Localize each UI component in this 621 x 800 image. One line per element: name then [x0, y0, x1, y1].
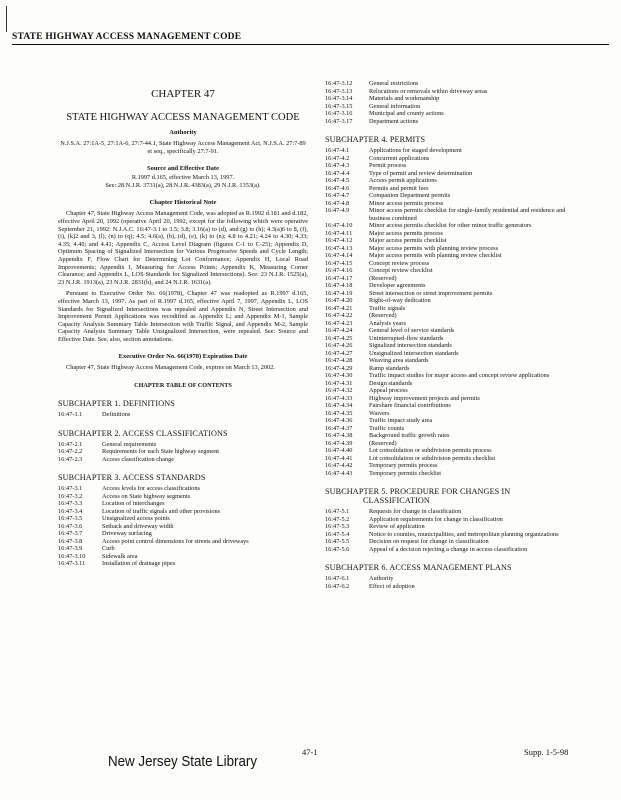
subchapter-5-title [325, 487, 570, 505]
toc-entry [58, 448, 308, 456]
scan-margin-mark [6, 6, 7, 32]
toc-heading: CHAPTER TABLE OF CONTENTS [134, 382, 232, 390]
section-title: Lot consolidation or subdivision permits process [369, 447, 492, 454]
section-number: 16:47-3.5 [58, 515, 83, 523]
section-title: Municipal and county actions [369, 110, 444, 117]
section-number: 16:47-4.9 [325, 207, 350, 214]
section-number: 16:47-4.26 [325, 342, 353, 349]
section-number: 16:47-6.2 [325, 582, 350, 590]
section-title: Installation of drainage pipes [102, 560, 176, 568]
page-number: 47-1 [302, 747, 318, 757]
section-title: Minor access permits checklist for other minor traffic generators [369, 222, 532, 229]
section-number: 16:47-3.4 [58, 507, 83, 515]
section-number: 16:47-4.31 [325, 379, 353, 387]
left-column [58, 80, 308, 568]
section-title: Access levels for access classifications [102, 485, 200, 493]
section-number: 16:47-4.15 [325, 259, 353, 267]
toc-entry [325, 380, 570, 388]
toc-entry [325, 432, 570, 440]
executive-order-text: Chapter 47, State Highway Access Management Code, expires on March 13, 2002. [66, 364, 275, 372]
chapter-number: CHAPTER 47 [151, 88, 215, 100]
section-number: 16:47-4.1 [325, 147, 350, 154]
section-title: Unsignalized intersection standards [369, 349, 459, 357]
library-stamp: New Jersey State Library [108, 754, 258, 770]
section-title: Lot consolidation or subdivision permits checklist [369, 454, 496, 462]
toc-entry [325, 357, 570, 365]
section-number: 16:47-4.11 [325, 229, 353, 237]
toc-entry [325, 455, 570, 463]
section-number: 16:47-4.6 [325, 184, 350, 192]
subchapter-5-title-line1: SUBCHAPTER 5. PROCEDURE FOR CHANGES IN [325, 487, 511, 496]
toc-entry [325, 237, 570, 245]
toc-entry [325, 230, 570, 238]
section-title: General requirements [102, 440, 157, 448]
section-title: Permit process [369, 162, 407, 169]
section-title: Applications for staged development [369, 147, 462, 154]
section-number: 16:47-3.2 [58, 492, 83, 500]
supplement-date: Supp. 1-5-98 [524, 747, 569, 757]
toc-entry [325, 447, 570, 455]
toc-entry [58, 508, 308, 516]
section-title: Design standards [369, 379, 413, 387]
section-title: Companion Department permits [369, 192, 451, 199]
toc-entry [325, 275, 570, 283]
section-number: 16:47-2.2 [58, 448, 83, 456]
toc-entry [325, 372, 570, 380]
section-title: Access permit applications [369, 177, 437, 184]
toc-entry [58, 500, 308, 508]
section-title: Weaving area standards [369, 357, 429, 364]
section-number: 16:47-4.4 [325, 169, 350, 177]
section-title: Appeal of a decision rejecting a change in access classification [369, 545, 528, 553]
section-title: Access on State highway segments [102, 492, 191, 500]
toc-entry [325, 260, 570, 268]
section-number: 16:47-4.22 [325, 312, 353, 319]
authority-heading: Authority [169, 129, 197, 136]
subchapter-5-title-line2: CLASSIFICATION [363, 496, 430, 505]
section-number: 16:47-3.1 [58, 485, 83, 493]
section-number: 16:47-5.1 [325, 508, 350, 515]
section-title: Review of application [369, 523, 425, 530]
section-title: Setback and driveway width [102, 522, 174, 530]
section-number: 16:47-5.2 [325, 515, 350, 523]
source-text-2: See: 28 N.J.R. 3731(a), 28 N.J.R. 4383(a), 29 N.J.R. 1353(a). [105, 181, 261, 189]
section-title: Appeal process [369, 387, 408, 394]
section-number: 16:47-4.23 [325, 319, 353, 327]
section-number: 16:47-5.5 [325, 538, 350, 545]
section-number: 16:47-4.8 [325, 199, 350, 207]
section-title: Minor access permits process [369, 199, 444, 207]
toc-entry [325, 546, 570, 554]
section-number: 16:47-4.7 [325, 192, 350, 199]
subchapter-3-list [58, 485, 308, 568]
history-paragraph-1: Chapter 47, State Highway Access Management Code, was adopted as R.1992 d.181 and d.182, effective April 20, 1992 (operative April 20, 1992, except for the following which were operative September 21, 1992: N.J.A.C. 16:47-3.1 to 3.5; 3.8; 3.16(a) to (d), and (g) to (h); 4.3(a)6 to 8, (f), (i), (k)2 and 3, (l), (n) to (q); 4.5; 4.6(a), (b), (d), (e), (k) to (n); 4.8 to 4.21; 4.24 to 4.30; 4.33; 4.35; 4.40; and 4.41; Appendix C, Access Level Diagram (figures C-1 to C-25); Appendix D, Optimum Spacing of Signalized Intersection for Various Progressive Speeds and Cycle Length; Appendix F, Flow Chart for Determining Lot Conformance; Appendix H, Local Road Improvements; Appendix I, Measuring for Access Points; Appendix K, Measuring Corner Clearance; and Appendix L, LOS Standards for Signalized Intersections). See: 23 N.J.R. 1525(a), 23 N.J.R. 1913(a), 23 N.J.R. 2831(b), and 24 N.J.R. 1631(a). [58, 210, 308, 286]
subchapter-5-list [325, 508, 570, 553]
section-title: Access point control dimensions for streets and driveways [102, 537, 249, 545]
section-title: Concurrent applications [369, 154, 430, 162]
toc-entry [325, 282, 570, 290]
toc-entry [325, 110, 570, 118]
subchapter-1-list [58, 411, 308, 419]
section-number: 16:47-4.36 [325, 417, 353, 424]
section-number: 16:47-4.30 [325, 372, 353, 379]
section-number: 16:47-3.13 [325, 87, 353, 95]
toc-entry [325, 155, 570, 163]
section-title: Traffic impact study area [369, 417, 433, 424]
section-number: 16:47-4.29 [325, 364, 353, 372]
section-number: 16:47-3.15 [325, 102, 353, 110]
section-number: 16:47-4.39 [325, 439, 353, 447]
toc-entry [325, 222, 570, 230]
section-title: Major access permits checklist [369, 237, 447, 244]
section-title: Requests for change in classification [369, 508, 462, 515]
section-title: Uninterrupted-flow standards [369, 334, 444, 342]
history-heading: Chapter Historical Note [149, 199, 217, 207]
toc-entry [58, 545, 308, 553]
section-title: Major access permits with planning review checklist [369, 252, 502, 259]
toc-entry [58, 523, 308, 531]
toc-entry [325, 192, 570, 200]
section-number: 16:47-4.17 [325, 274, 353, 282]
section-number: 16:47-3.7 [58, 530, 83, 538]
section-title: General information [369, 102, 421, 110]
section-title: Notice to counties, municipalities, and metropolitan planning organizations [369, 530, 559, 538]
section-title: Definitions [102, 411, 131, 419]
section-title: Concept review process [369, 259, 430, 267]
section-title: Relocations or removals within driveway areas [369, 87, 488, 95]
section-number: 16:47-4.28 [325, 357, 353, 364]
toc-entry [58, 485, 308, 493]
toc-entry [325, 523, 570, 531]
subchapter-1-title: SUBCHAPTER 1. DEFINITIONS [58, 399, 175, 409]
section-title: Permits and permit fees [369, 184, 429, 192]
section-number: 16:47-5.3 [325, 523, 350, 530]
toc-entry [325, 440, 570, 448]
section-number: 16:47-4.42 [325, 462, 353, 469]
section-number: 16:47-4.32 [325, 387, 353, 394]
section-title: Major access permits with planning review process [369, 244, 499, 252]
section-number: 16:47-3.8 [58, 537, 83, 545]
toc-entry [325, 320, 570, 328]
section-title: Temporary permits process [369, 462, 438, 469]
section-title: General level of service standards [369, 327, 455, 334]
section-title: Application requirements for change in classification [369, 515, 503, 523]
toc-entry [325, 410, 570, 418]
section-title: Driveway surfacing [102, 530, 152, 538]
section-title: Minor access permits checklist for single-family residential and residence and business combined [369, 207, 566, 222]
section-number: 16:47-4.27 [325, 349, 353, 357]
toc-entry [325, 417, 570, 425]
section-number: 16:47-3.17 [325, 117, 353, 125]
section-title: (Reserved) [369, 274, 397, 282]
section-number: 16:47-4.5 [325, 177, 350, 184]
toc-entry [325, 95, 570, 103]
section-title: Requirements for each State highway segment [102, 448, 219, 456]
section-number: 16:47-5.6 [325, 545, 350, 553]
toc-entry [325, 508, 570, 516]
section-number: 16:47-4.12 [325, 237, 353, 244]
section-title: Traffic counts [369, 424, 405, 432]
toc-entry [325, 335, 570, 343]
section-title: Location of interchanges [102, 500, 165, 508]
toc-entry [325, 575, 570, 583]
section-title: Curb [102, 545, 115, 553]
section-number: 16:47-4.34 [325, 402, 353, 409]
section-number: 16:47-1.1 [58, 411, 83, 419]
toc-entry [325, 185, 570, 193]
section-number: 16:47-2.1 [58, 440, 83, 448]
toc-entry [325, 147, 570, 155]
section-number: 16:47-4.37 [325, 424, 353, 432]
subchapter-2-list [58, 441, 308, 464]
section-title: Materials and workmanship [369, 95, 440, 102]
section-title: Concept review checklist [369, 267, 433, 274]
section-number: 16:47-4.18 [325, 282, 353, 289]
section-number: 16:47-4.24 [325, 327, 353, 334]
section-number: 16:47-4.25 [325, 334, 353, 342]
right-column [325, 80, 570, 590]
toc-entry [58, 560, 308, 568]
toc-entry [325, 207, 570, 222]
section-number: 16:47-4.3 [325, 162, 350, 169]
section-title: Unsignalized access points [102, 515, 170, 523]
section-number: 16:47-4.21 [325, 304, 353, 312]
section-number: 16:47-4.40 [325, 447, 353, 454]
section-title: Right-of-way dedication [369, 297, 431, 304]
section-number: 16:47-4.14 [325, 252, 353, 259]
section-title: Location of traffic signals and other provisions [102, 507, 221, 515]
toc-entry [325, 252, 570, 260]
executive-order-heading: Executive Order No. 66(1978) Expiration Date [118, 353, 248, 361]
toc-entry [325, 200, 570, 208]
section-title: Background traffic growth rates [369, 432, 450, 439]
section-number: 16:47-5.4 [325, 530, 350, 538]
section-number: 16:47-4.33 [325, 394, 353, 402]
toc-entry [325, 80, 570, 88]
section-number: 16:47-4.38 [325, 432, 353, 439]
section-title: Authority [369, 575, 394, 582]
section-title: Analysis years [369, 319, 406, 327]
section-number: 16:47-6.1 [325, 575, 350, 582]
section-number: 16:47-4.13 [325, 244, 353, 252]
section-number: 16:47-3.16 [325, 110, 353, 117]
running-header: STATE HIGHWAY ACCESS MANAGEMENT CODE [12, 32, 609, 45]
toc-entry [325, 531, 570, 539]
section-number: 16:47-3.6 [58, 522, 83, 530]
toc-entry [325, 267, 570, 275]
toc-entry [325, 538, 570, 546]
toc-entry [58, 441, 308, 449]
section-title: General restrictions [369, 80, 419, 87]
section-number: 16:47-3.12 [325, 80, 353, 87]
toc-entry [58, 411, 308, 419]
section-title: Fairshare financial contributions [369, 402, 451, 409]
section-title: Traffic signals [369, 304, 406, 312]
toc-entry [325, 177, 570, 185]
toc-entry [58, 456, 308, 464]
source-text-1: R.1997 d.165, effective March 13, 1997. [131, 174, 235, 182]
section-title: Waivers [369, 409, 390, 417]
subchapter-2-title: SUBCHAPTER 2. ACCESS CLASSIFICATIONS [58, 428, 228, 438]
toc-entry [325, 470, 570, 478]
section-title: Highway improvement projects and permits [369, 394, 480, 402]
toc-entry [325, 290, 570, 298]
authority-text: N.J.S.A. 27:1A-5, 27:1A-6, 27:7-44.1, State Highway Access Management Act, N.J.S.A. 27:7-89 et seq., specifically 27:7-91. [60, 140, 306, 155]
section-title: Sidewalk area [102, 552, 138, 560]
subchapter-3-title: SUBCHAPTER 3. ACCESS STANDARDS [58, 473, 206, 483]
toc-entry [325, 365, 570, 373]
subchapter-4-title: SUBCHAPTER 4. PERMITS [325, 135, 426, 144]
section-title: Temporary permits checklist [369, 469, 441, 477]
section-number: 16:47-4.10 [325, 222, 353, 229]
toc-entry [325, 402, 570, 410]
toc-entry [325, 583, 570, 591]
toc-entry [58, 530, 308, 538]
section-number: 16:47-4.35 [325, 409, 353, 417]
section-number: 16:47-3.10 [58, 552, 86, 560]
toc-entry [325, 462, 570, 470]
section-title: Street intersection or street improvement permits [369, 289, 493, 297]
section-number: 16:47-4.2 [325, 154, 350, 162]
toc-entry [325, 425, 570, 433]
section-title: (Reserved) [369, 439, 397, 447]
toc-entry [325, 516, 570, 524]
subchapter-3-continued-list [325, 80, 570, 125]
toc-entry [325, 245, 570, 253]
section-title: Major access permits process [369, 229, 443, 237]
section-title: (Reserved) [369, 312, 397, 319]
toc-entry [325, 395, 570, 403]
subchapter-4-list [325, 147, 570, 477]
section-title: Ramp standards [369, 364, 410, 372]
toc-entry [325, 170, 570, 178]
section-title: Developer agreements [369, 282, 426, 289]
section-title: Type of permit and review determination [369, 169, 473, 177]
toc-entry [325, 162, 570, 170]
section-number: 16:47-4.41 [325, 454, 353, 462]
toc-entry [325, 327, 570, 335]
subchapter-6-title: SUBCHAPTER 6. ACCESS MANAGEMENT PLANS [325, 563, 512, 572]
toc-entry [325, 342, 570, 350]
toc-entry [58, 493, 308, 501]
toc-entry [325, 312, 570, 320]
section-title: Effect of adoption [369, 582, 415, 590]
toc-entry [325, 88, 570, 96]
subchapter-6-list [325, 575, 570, 590]
toc-entry [58, 553, 308, 561]
toc-entry [325, 103, 570, 111]
toc-entry [325, 297, 570, 305]
section-number: 16:47-4.19 [325, 289, 353, 297]
section-number: 16:47-3.11 [58, 560, 86, 568]
section-title: Traffic impact studies for major access and concept review applications [369, 372, 550, 379]
toc-entry [325, 387, 570, 395]
toc-entry [325, 305, 570, 313]
section-number: 16:47-2.3 [58, 455, 83, 463]
toc-entry [325, 350, 570, 358]
chapter-title: STATE HIGHWAY ACCESS MANAGEMENT CODE [66, 112, 300, 123]
section-title: Department actions [369, 117, 419, 125]
source-heading: Source and Effective Date [147, 165, 219, 173]
section-number: 16:47-4.20 [325, 297, 353, 304]
section-number: 16:47-4.43 [325, 469, 353, 477]
section-title: Decision on request for change in classification [369, 538, 489, 545]
history-paragraph-2: Pursuant to Executive Order No. 66(1978), Chapter 47 was readopted as R.1997 d.165, effective March 13, 1997. As part of R.1997 d.165, effective April 7, 1997, Appendix L, LOS Standards for Signalized Intersections was repealed and Appendix N, Street Intersection and Improvement Permit Applications was recodified as Appendix L; and Appendix M-1, Sample Capacity Analysis Summary Table Intersection with Traffic Signal, and Appendix M-2, Sample Capacity Analysis Summary Table Unsignalized Intersection, were repealed. See: Source and Effective Date. See, also, section annotations. [58, 290, 308, 343]
toc-entry [325, 118, 570, 126]
section-number: 16:47-4.16 [325, 267, 353, 274]
section-number: 16:47-3.3 [58, 500, 83, 508]
section-title: Signalized intersection standards [369, 342, 452, 349]
section-title: Access classification change [102, 455, 175, 463]
toc-entry [58, 538, 308, 546]
section-number: 16:47-3.14 [325, 95, 353, 102]
section-number: 16:47-3.9 [58, 545, 83, 553]
toc-entry [58, 515, 308, 523]
